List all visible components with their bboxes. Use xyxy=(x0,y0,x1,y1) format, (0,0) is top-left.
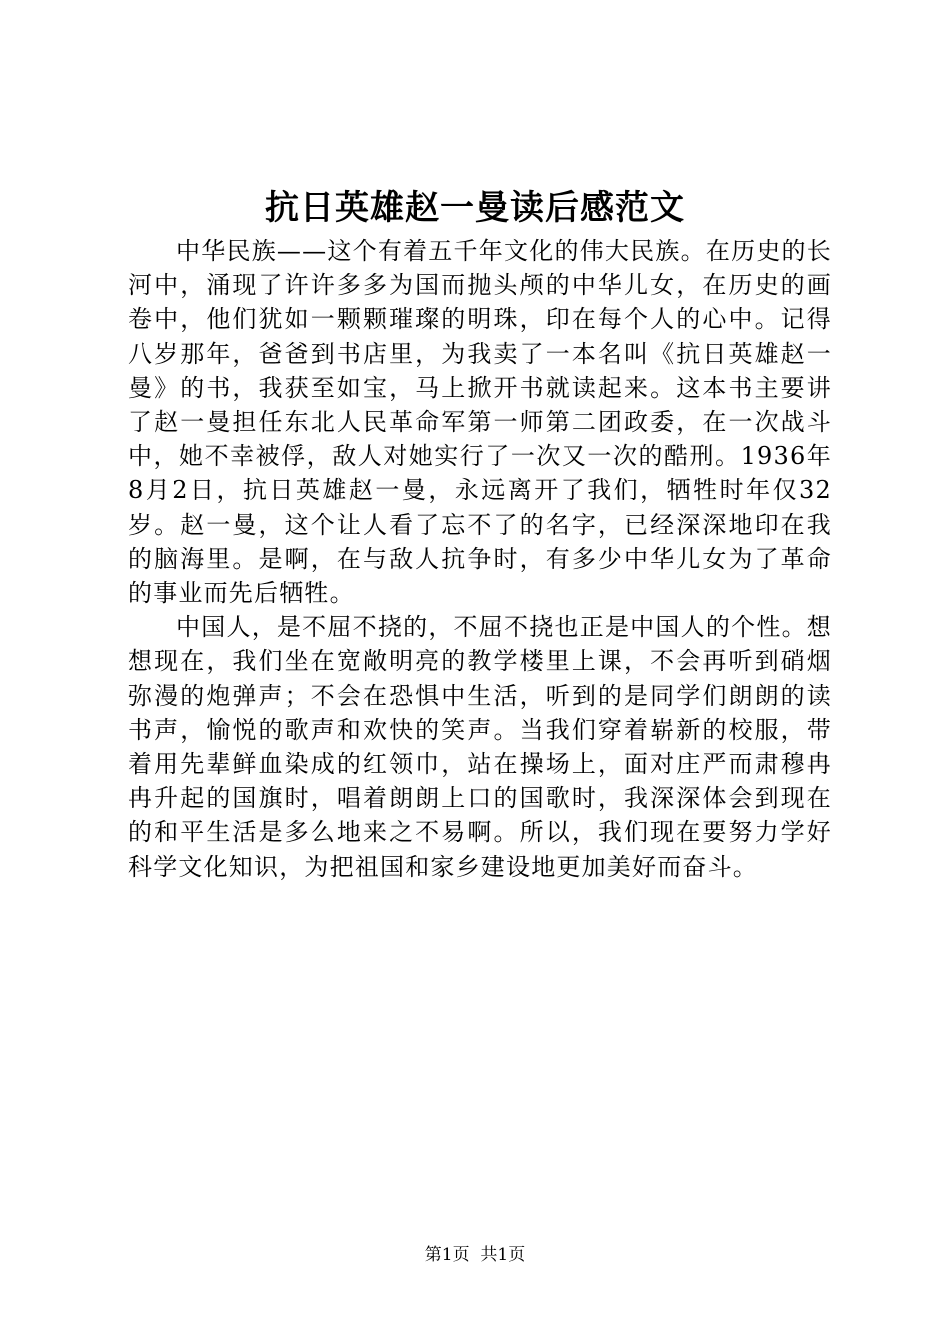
page-footer: 第1页 共1页 xyxy=(424,1245,526,1265)
paragraph-1: 中华民族——这个有着五千年文化的伟大民族。在历史的长河中，涌现了许许多多为国而抛头颅的中华儿女，在历史的画卷中，他们犹如一颗颗璀璨的明珠，印在每个人的心中。记得八岁那年，爸爸到书店里，为我卖了一本名叫《抗日英雄赵一曼》的书，我获至如宝，马上掀开书就读起来。这本书主要讲了赵一曼担任东北人民革命军第一师第二团政委，在一次战斗中，她不幸被俘，敌人对她实行了一次又一次的酷刑。1936年8月2日，抗日英雄赵一曼，永远离开了我们，牺牲时年仅32岁。赵一曼，这个让人看了忘不了的名字，已经深深地印在我的脑海里。是啊，在与敌人抗争时，有多少中华儿女为了革命的事业而先后牺牲。 xyxy=(128,237,832,608)
document-title: 抗日英雄赵一曼读后感范文 xyxy=(265,188,685,228)
paragraph-2: 中国人，是不屈不挠的，不屈不挠也正是中国人的个性。想想现在，我们坐在宽敞明亮的教学楼里上课，不会再听到硝烟弥漫的炮弹声；不会在恐惧中生活，听到的是同学们朗朗的读书声，愉悦的歌声和欢快的笑声。当我们穿着崭新的校服，带着用先辈鲜血染成的红领巾，站在操场上，面对庄严而肃穆冉冉升起的国旗时，唱着朗朗上口的国歌时，我深深体会到现在的和平生活是多么地来之不易啊。所以，我们现在要努力学好科学文化知识，为把祖国和家乡建设地更加美好而奋斗。 xyxy=(128,613,832,881)
document-body xyxy=(128,234,832,884)
